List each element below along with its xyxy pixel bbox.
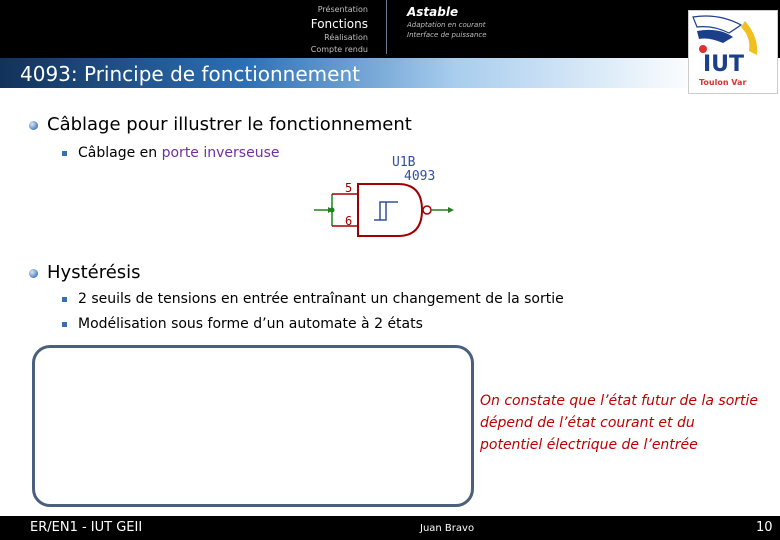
nav-right-group [407,4,487,40]
bullet-dot-icon [29,121,38,130]
section-heading-hysteresis: Hystérésis [47,262,141,283]
nav-divider [386,0,387,54]
nav-item-presentation[interactable]: Présentation [317,5,368,14]
nav-item-compte-rendu[interactable]: Compte rendu [310,45,368,54]
iut-logo [688,10,778,94]
nav-item-fonctions[interactable]: Fonctions [310,17,368,31]
footer-course: ER/EN1 - IUT GEII [30,520,143,535]
nand-schmitt-gate-schematic [314,148,474,252]
bullet-dot-icon [29,269,38,278]
bullet-modelisation: Modélisation sous forme d’un automate à 2 états [78,316,423,332]
observation-note: On constate que l’état futur de la sortie dépend de l’état courant et du potentiel électrique de l’entrée [480,393,759,453]
section-heading-cablage: Câblage pour illustrer le fonctionnement [47,114,412,135]
nav-left-group [240,4,368,56]
gate-part-label: 4093 [404,169,436,184]
square-bullet-icon [62,322,67,327]
square-bullet-icon [62,297,67,302]
logo-wordmark: IUT [703,52,745,77]
highlight-porte-inverseuse: porte inverseuse [161,145,280,161]
nav-item-adaptation-courant[interactable]: Adaptation en courant [407,21,486,29]
bullet-cablage-inverseuse [78,145,279,161]
square-bullet-icon [62,151,67,156]
gate-pin-5-label: 5 [345,181,353,195]
nav-item-interface-puissance[interactable]: Interface de puissance [407,31,487,39]
logo-subtext: Toulon Var [699,78,747,87]
state-machine-frame [32,345,474,507]
slide-title: 4093: Principe de fonctionnement [20,62,360,86]
nav-item-realisation[interactable]: Réalisation [324,33,368,42]
bullet-seuils: 2 seuils de tensions en entrée entraînant un changement de la sortie [78,291,564,307]
bullet-text: Câblage en [78,145,162,161]
nav-item-astable[interactable]: Astable [407,5,459,19]
gate-pin-6-label: 6 [345,214,353,228]
footer-author: Juan Bravo [420,523,475,534]
page-number: 10 [756,520,773,535]
gate-ref-label: U1B [392,155,416,170]
top-nav-bar [0,0,780,58]
footer-bar [0,516,780,540]
